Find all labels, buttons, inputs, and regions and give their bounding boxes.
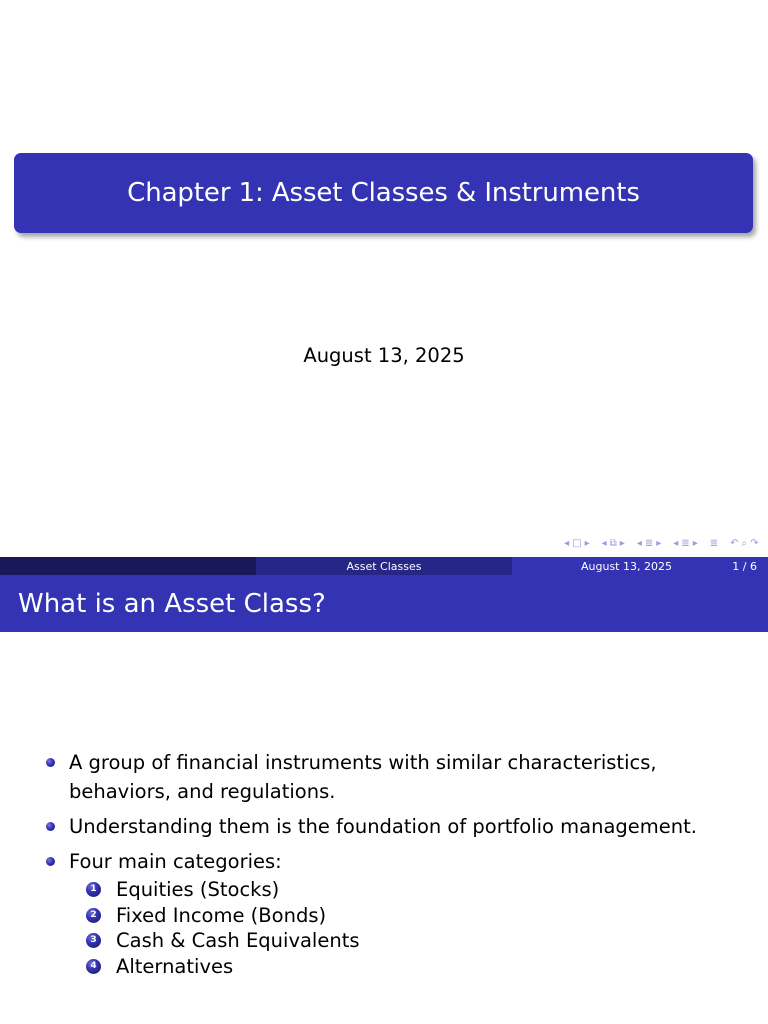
frame-title: What is an Asset Class? [18,588,326,619]
footline [0,557,768,575]
bullet-text: Understanding them is the foundation of portfolio management. [69,815,697,838]
footline-short-title: Asset Classes [346,559,422,573]
number-ball-icon: 4 [86,959,101,974]
nav-subsection-icon[interactable]: ⧉ [609,538,617,549]
nav-prev-all-icon[interactable]: ◂ [673,538,679,549]
title-box [14,153,753,233]
numbered-item [69,877,724,903]
numbered-item [69,903,724,929]
nav-next-all-icon[interactable]: ▸ [692,538,698,549]
bullet-list [44,748,724,985]
nav-outline-icon[interactable]: ≣ [709,538,719,549]
nav-section-icon[interactable]: ≣ [644,538,654,549]
nav-all-icon[interactable]: ≣ [681,538,690,549]
bullet-icon [46,758,55,767]
numbered-item-text: Fixed Income (Bonds) [116,903,327,927]
nav-prev-frame-icon[interactable]: ◂ [564,538,570,549]
bullet-text: Four main categories: [69,850,282,873]
numbered-sublist [69,877,724,979]
footline-date: August 13, 2025 [581,559,672,573]
frame-title-bar [0,575,768,632]
presentation-date: August 13, 2025 [303,344,465,367]
navigation-symbols [563,538,760,549]
nav-next-subsection-icon[interactable]: ▸ [619,538,625,549]
numbered-item [69,928,724,954]
footline-date-box [512,557,768,575]
footline-author-box [0,557,256,575]
numbered-item [69,954,724,980]
presentation-title: Chapter 1: Asset Classes & Instruments [127,178,640,208]
list-item [44,812,724,841]
footline-page-number: 1 / 6 [732,559,757,573]
nav-prev-subsection-icon[interactable]: ◂ [601,538,607,549]
number-ball-icon: 2 [86,908,101,923]
nav-search-icon[interactable]: ⌕ [741,538,748,549]
nav-prev-section-icon[interactable]: ◂ [636,538,642,549]
nav-next-frame-icon[interactable]: ▸ [584,538,590,549]
bullet-text: A group of financial instruments with similar characteristics, behaviors, and regulations. [69,751,657,803]
numbered-item-text: Alternatives [116,954,234,978]
list-item [44,748,724,806]
footline-title-box [256,557,512,575]
nav-back-icon[interactable]: ↶ [730,538,739,549]
nav-next-section-icon[interactable]: ▸ [656,538,662,549]
nav-forward-icon[interactable]: ↷ [750,538,759,549]
bullet-icon [46,822,55,831]
bullet-icon [46,857,55,866]
numbered-item-text: Cash & Cash Equivalents [116,929,360,952]
numbered-item-text: Equities (Stocks) [116,878,280,901]
list-item [44,847,724,979]
number-ball-icon: 1 [86,882,101,897]
number-ball-icon: 3 [86,933,101,948]
nav-frame-icon[interactable]: □ [572,538,582,549]
